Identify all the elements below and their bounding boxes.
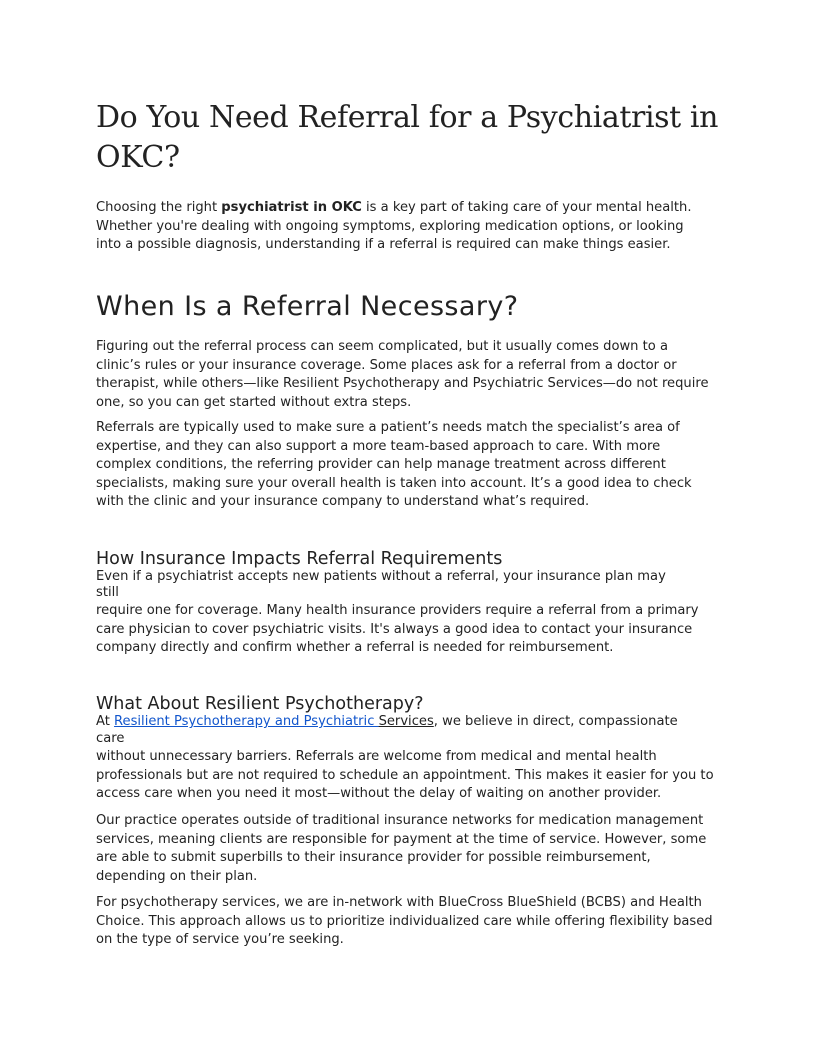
insurance-paragraph-c xyxy=(96,602,726,658)
text-line: therapist, while others—like Resilient Psychotherapy and Psychiatric Services—do not require xyxy=(96,376,709,392)
intro-paragraph xyxy=(96,199,726,255)
referral-paragraph-2 xyxy=(96,419,726,512)
text-line: Choice. This approach allows us to prioritize individualized care while offering flexibility based xyxy=(96,913,713,929)
text-line: Referrals are typically used to make sure a patient’s needs match the specialist’s area of xyxy=(96,420,680,435)
insurance-paragraph-b xyxy=(96,584,726,601)
section-heading-insurance: How Insurance Impacts Referral Requirements xyxy=(96,549,503,569)
text-line: with the clinic and your insurance company to understand what’s required. xyxy=(96,494,590,510)
text-line: Even if a psychiatrist accepts new patients without a referral, your insurance plan may xyxy=(96,569,666,584)
text-line: are able to submit superbills to their insurance provider for possible reimbursement, xyxy=(96,850,651,866)
intro-line-2: Whether you're dealing with ongoing symptoms, exploring medication options, or looking xyxy=(96,218,684,234)
text-line: access care when you need it most—without the delay of waiting on another provider. xyxy=(96,786,662,802)
text-line: on the type of service you’re seeking. xyxy=(96,932,344,948)
text-line: company directly and confirm whether a referral is needed for reimbursement. xyxy=(96,640,614,656)
section-heading-resilient: What About Resilient Psychotherapy? xyxy=(96,694,424,714)
text-line xyxy=(96,713,726,732)
resilient-paragraph-a xyxy=(96,713,726,732)
services-underlined-text[interactable]: Services xyxy=(378,714,434,729)
resilient-paragraph-b xyxy=(96,730,726,747)
text-line: require one for coverage. Many health insurance providers require a referral from a primary xyxy=(96,603,699,618)
text-line: care physician to cover psychiatric visits. It's always a good idea to contact your insurance xyxy=(96,621,693,637)
text-line: expertise, and they can also support a more team-based approach to care. With more xyxy=(96,438,661,454)
text-line: depending on their plan. xyxy=(96,868,258,884)
text-fragment: , we believe in direct, compassionate xyxy=(433,714,678,729)
text-line: For psychotherapy services, we are in-network with BlueCross BlueShield (BCBS) and Health xyxy=(96,895,702,910)
intro-line-1 xyxy=(96,199,726,218)
text-line: professionals but are not required to schedule an appointment. This makes it easier for you to xyxy=(96,767,714,783)
text-line: one, so you can get started without extra steps. xyxy=(96,394,412,410)
text-line: complex conditions, the referring provider can help manage treatment across different xyxy=(96,457,666,473)
resilient-paragraph-3 xyxy=(96,894,726,950)
intro-line-3: into a possible diagnosis, understanding if a referral is required can make things easier. xyxy=(96,237,671,253)
text-line: Figuring out the referral process can seem complicated, but it usually comes down to a xyxy=(96,339,668,354)
page-title xyxy=(96,98,719,178)
title-line-2: OKC? xyxy=(96,140,180,175)
intro-text: is a key part of taking care of your mental health. xyxy=(361,200,692,215)
resilient-paragraph-c xyxy=(96,748,726,804)
resilient-paragraph-2 xyxy=(96,812,726,886)
referral-paragraph-1 xyxy=(96,338,726,412)
text-line: without unnecessary barriers. Referrals are welcome from medical and mental health xyxy=(96,749,657,764)
intro-keyword: psychiatrist in OKC xyxy=(221,200,362,215)
text-fragment: At xyxy=(96,714,115,729)
resilient-services-link[interactable]: Resilient Psychotherapy and Psychiatric xyxy=(114,714,379,729)
text-line: care xyxy=(96,731,125,746)
text-line: specialists, making sure your overall health is taken into account. It’s a good idea to check xyxy=(96,475,692,491)
text-line: clinic’s rules or your insurance coverage. Some places ask for a referral from a doctor or xyxy=(96,357,677,373)
title-line-1: Do You Need Referral for a Psychiatrist in xyxy=(96,100,719,135)
text-line: Our practice operates outside of traditional insurance networks for medication management xyxy=(96,813,704,828)
text-line: still xyxy=(96,585,119,600)
section-heading-referral: When Is a Referral Necessary? xyxy=(96,291,519,322)
intro-text: Choosing the right xyxy=(96,200,222,215)
text-line: services, meaning clients are responsible for payment at the time of service. However, some xyxy=(96,831,707,847)
